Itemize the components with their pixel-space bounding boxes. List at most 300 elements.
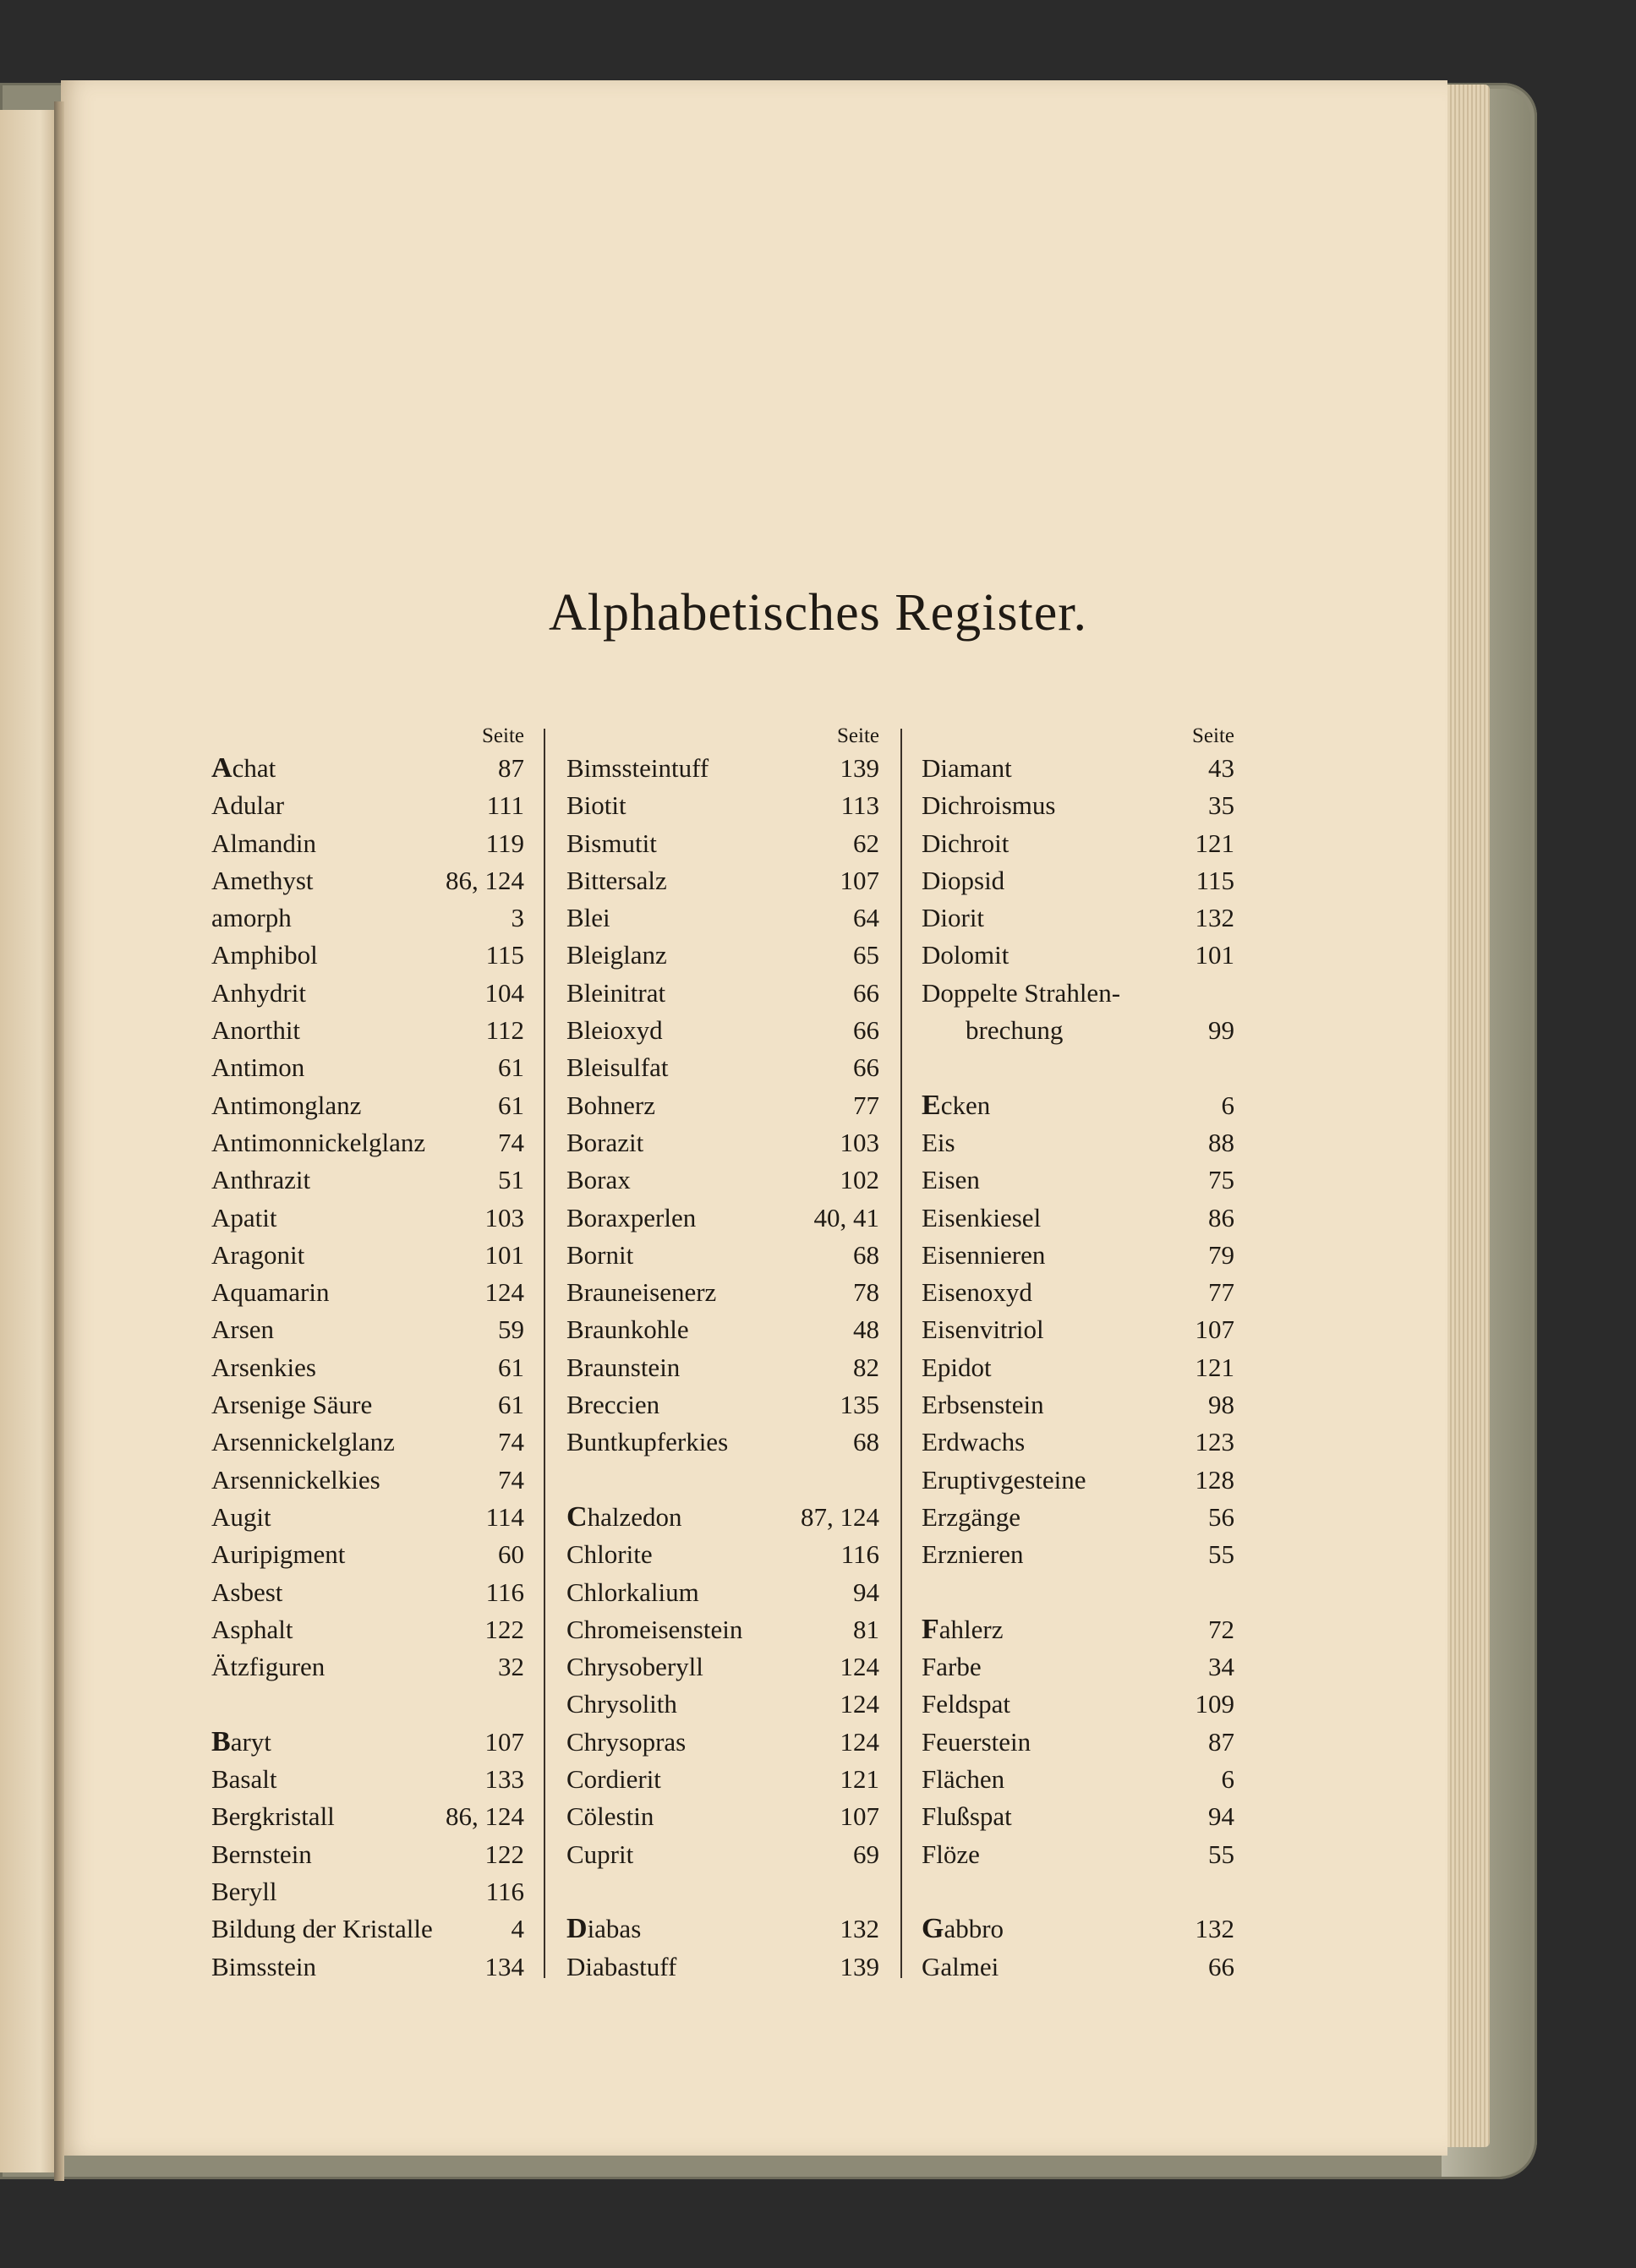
entry-page-number: 133	[484, 1764, 524, 1795]
entry-term: Biotit	[566, 790, 626, 821]
section-gap	[922, 1574, 1234, 1611]
entry-page-number: 139	[840, 1951, 879, 1981]
index-entry	[211, 1798, 524, 1835]
entry-term: Cordierit	[566, 1764, 661, 1795]
index-entry	[922, 862, 1234, 899]
entry-page-number: 43	[1208, 753, 1234, 783]
index-entry	[922, 1124, 1234, 1161]
entry-page-number: 66	[853, 977, 879, 1008]
entry-term: Chromeisenstein	[566, 1614, 743, 1644]
entry-page-number: 94	[853, 1577, 879, 1607]
entry-term	[922, 1087, 990, 1124]
index-entry	[211, 1611, 524, 1648]
entry-page-number: 121	[1195, 828, 1234, 858]
entry-term: Eruptivgesteine	[922, 1464, 1086, 1495]
book-gutter	[54, 101, 64, 2181]
entry-page-number: 68	[853, 1239, 879, 1270]
entry-term: Arsenige Säure	[211, 1390, 373, 1420]
index-entry	[211, 1536, 524, 1573]
entry-page-number: 114	[485, 1501, 524, 1532]
entry-term: Arsen	[211, 1314, 275, 1345]
entry-page-number: 79	[1208, 1239, 1234, 1270]
index-entry	[922, 1462, 1234, 1499]
entry-term: Eisen	[922, 1165, 980, 1195]
entry-page-number: 121	[1195, 1352, 1234, 1382]
entry-term: Chrysoberyll	[566, 1652, 703, 1682]
index-entry	[211, 1499, 524, 1536]
entry-page-number: 103	[484, 1202, 524, 1232]
index-entry	[211, 1161, 524, 1199]
entry-term: Chlorite	[566, 1539, 653, 1570]
entry-page-number: 121	[840, 1764, 879, 1795]
entry-term: Bleiglanz	[566, 940, 667, 970]
section-gap	[566, 1873, 879, 1910]
entry-page-number: 132	[840, 1914, 879, 1944]
entry-term: Flußspat	[922, 1801, 1012, 1832]
entry-term	[922, 1611, 1004, 1648]
entry-page-number: 88	[1208, 1127, 1234, 1157]
index-entry	[566, 1836, 879, 1873]
entry-page-number: 107	[1195, 1314, 1234, 1345]
index-entry	[922, 1536, 1234, 1573]
index-entry	[566, 1536, 879, 1573]
entry-page-number: 64	[853, 903, 879, 933]
entry-page-number: 132	[1195, 903, 1234, 933]
entry-page-number: 116	[485, 1577, 524, 1607]
index-entry	[211, 1648, 524, 1686]
entry-page-number: 78	[853, 1277, 879, 1308]
index-entry	[211, 825, 524, 862]
entry-page-number: 134	[484, 1951, 524, 1981]
entry-term: Asphalt	[211, 1614, 293, 1644]
entry-page-number: 6	[1221, 1090, 1234, 1120]
entry-page-number: 68	[853, 1427, 879, 1457]
entry-term: Aquamarin	[211, 1277, 330, 1308]
entry-page-number: 139	[840, 753, 879, 783]
index-entry	[922, 1087, 1234, 1124]
entry-page-number: 123	[1195, 1427, 1234, 1457]
entry-page-number: 102	[840, 1165, 879, 1195]
entry-page-number: 74	[498, 1464, 524, 1495]
entry-page-number: 113	[840, 790, 879, 821]
index-entry	[566, 1161, 879, 1199]
index-entry	[566, 862, 879, 899]
entry-page-number: 4	[511, 1914, 524, 1944]
entry-term: Eisenvitriol	[922, 1314, 1044, 1345]
entry-term: Erdwachs	[922, 1427, 1026, 1457]
section-gap	[922, 1873, 1234, 1910]
entry-page-number: 82	[853, 1352, 879, 1382]
index-entry	[566, 1049, 879, 1086]
index-entry	[566, 1798, 879, 1835]
index-entry	[211, 1274, 524, 1311]
entry-term: Arsennickelkies	[211, 1464, 380, 1495]
entry-term: Brauneisenerz	[566, 1277, 717, 1308]
index-entry	[922, 750, 1234, 787]
index-entry	[566, 1424, 879, 1461]
entry-term: Apatit	[211, 1202, 277, 1232]
index-entry	[566, 1574, 879, 1611]
index-entry	[566, 1724, 879, 1761]
index-entry	[211, 862, 524, 899]
entry-page-number: 77	[1208, 1277, 1234, 1308]
entry-term-rest: abbro	[944, 1914, 1004, 1944]
entry-page-number: 101	[1195, 940, 1234, 970]
section-initial: F	[922, 1613, 939, 1645]
entry-term: Bleisulfat	[566, 1052, 669, 1083]
index-entry	[211, 937, 524, 974]
index-entry	[566, 825, 879, 862]
entry-term-rest: iabas	[587, 1914, 642, 1944]
entry-page-number: 32	[498, 1652, 524, 1682]
entry-term: Anorthit	[211, 1015, 301, 1046]
entry-page-number: 87, 124	[801, 1501, 879, 1532]
index-entry	[211, 1311, 524, 1348]
entry-term: Flöze	[922, 1839, 980, 1869]
index-entry	[211, 1462, 524, 1499]
entry-term: Arsenkies	[211, 1352, 316, 1382]
entry-page-number: 107	[840, 865, 879, 895]
entry-page-number: 56	[1208, 1501, 1234, 1532]
entry-page-number: 86, 124	[446, 865, 524, 895]
index-entry	[922, 937, 1234, 974]
entry-term: brechung	[966, 1015, 1064, 1046]
index-entry	[566, 1237, 879, 1274]
entry-page-number: 61	[498, 1390, 524, 1420]
entry-page-number: 109	[1195, 1689, 1234, 1719]
entry-page-number: 51	[498, 1165, 524, 1195]
entry-term: Antimonnickelglanz	[211, 1127, 426, 1157]
entry-term: Feuerstein	[922, 1726, 1031, 1757]
entry-term: Erznieren	[922, 1539, 1024, 1570]
section-initial: D	[566, 1913, 588, 1945]
entry-term: Amphibol	[211, 940, 318, 970]
entry-term: Bildung der Kristalle	[211, 1914, 433, 1944]
index-entry	[566, 1761, 879, 1798]
index-entry	[211, 1124, 524, 1161]
entry-page-number: 60	[498, 1539, 524, 1570]
entry-term: Cuprit	[566, 1839, 634, 1869]
index-entry	[922, 1910, 1234, 1948]
entry-page-number: 115	[485, 940, 524, 970]
index-column-1	[211, 723, 524, 1986]
entry-page-number: 40, 41	[813, 1202, 879, 1232]
entry-term	[922, 1910, 1004, 1948]
index-entry	[211, 899, 524, 937]
entry-page-number: 74	[498, 1127, 524, 1157]
entry-term: Basalt	[211, 1764, 277, 1795]
entry-page-number: 87	[1208, 1726, 1234, 1757]
entry-page-number: 34	[1208, 1652, 1234, 1682]
entry-page-number: 72	[1208, 1614, 1234, 1644]
entry-term: Galmei	[922, 1951, 999, 1981]
index-entry	[211, 750, 524, 787]
entry-term: Epidot	[922, 1352, 992, 1382]
entry-term: Diamant	[922, 753, 1012, 783]
index-entry	[922, 1237, 1234, 1274]
index-entry	[922, 899, 1234, 937]
index-entry	[922, 1349, 1234, 1386]
entry-term: Flächen	[922, 1764, 1005, 1795]
section-initial: G	[922, 1913, 944, 1945]
index-entry	[922, 1686, 1234, 1723]
index-entry	[566, 1349, 879, 1386]
index-entry	[211, 1836, 524, 1873]
index-entry	[566, 1087, 879, 1124]
entry-term: Anthrazit	[211, 1165, 311, 1195]
entry-term: Boraxperlen	[566, 1202, 697, 1232]
entry-term: Bernstein	[211, 1839, 312, 1869]
index-entry	[922, 1311, 1234, 1348]
entry-page-number: 77	[853, 1090, 879, 1120]
entry-term: Augit	[211, 1501, 271, 1532]
index-entry	[566, 787, 879, 824]
entry-page-number: 87	[498, 753, 524, 783]
column-header-seite: Seite	[482, 724, 524, 747]
index-entry	[211, 1349, 524, 1386]
index-entry	[211, 1761, 524, 1798]
entry-page-number: 119	[485, 828, 524, 858]
entry-term: Asbest	[211, 1577, 283, 1607]
entry-term: Dichroismus	[922, 790, 1056, 821]
page-title: Alphabetisches Register.	[549, 584, 1087, 642]
entry-term: Almandin	[211, 828, 316, 858]
entry-term: Feldspat	[922, 1689, 1011, 1719]
facing-page-edge	[0, 110, 57, 2172]
index-entry	[566, 1274, 879, 1311]
entry-page-number: 107	[484, 1726, 524, 1757]
entry-page-number: 35	[1208, 790, 1234, 821]
entry-page-number: 65	[853, 940, 879, 970]
entry-page-number: 104	[484, 977, 524, 1008]
index-entry	[922, 1161, 1234, 1199]
entry-page-number: 75	[1208, 1165, 1234, 1195]
entry-term: Eis	[922, 1127, 955, 1157]
entry-page-number: 98	[1208, 1390, 1234, 1420]
index-entry	[566, 937, 879, 974]
entry-term: Dolomit	[922, 940, 1010, 970]
section-gap	[922, 1049, 1234, 1086]
entry-term: Breccien	[566, 1390, 660, 1420]
entry-term	[566, 1910, 641, 1948]
entry-page-number: 66	[853, 1015, 879, 1046]
entry-term: Eisennieren	[922, 1239, 1046, 1270]
column-divider	[544, 729, 545, 1978]
entry-term: Beryll	[211, 1876, 277, 1906]
entry-term: Eisenkiesel	[922, 1202, 1042, 1232]
entry-page-number: 124	[840, 1652, 879, 1682]
index-entry	[922, 1386, 1234, 1424]
entry-page-number: 81	[853, 1614, 879, 1644]
index-entry	[211, 1237, 524, 1274]
entry-page-number: 99	[1208, 1015, 1234, 1046]
index-entry	[922, 1499, 1234, 1536]
entry-term: Bleinitrat	[566, 977, 666, 1008]
entry-term: Arsennickelglanz	[211, 1427, 395, 1457]
entry-term: Bergkristall	[211, 1801, 335, 1832]
entry-page-number: 86, 124	[446, 1801, 524, 1832]
index-entry	[922, 787, 1234, 824]
entry-term: Diopsid	[922, 865, 1005, 895]
entry-term: Chrysolith	[566, 1689, 677, 1719]
index-entry	[566, 1648, 879, 1686]
section-initial: C	[566, 1500, 588, 1533]
section-gap	[211, 1686, 524, 1723]
entry-term: Erbsenstein	[922, 1390, 1044, 1420]
index-column-3	[922, 723, 1234, 1986]
index-entry	[566, 1611, 879, 1648]
entry-page-number: 101	[484, 1239, 524, 1270]
column-divider	[900, 729, 902, 1978]
entry-term: Chlorkalium	[566, 1577, 699, 1607]
index-entry	[566, 1948, 879, 1986]
entry-page-number: 61	[498, 1352, 524, 1382]
entry-page-number: 61	[498, 1052, 524, 1083]
entry-page-number: 116	[840, 1539, 879, 1570]
entry-term: Antimonglanz	[211, 1090, 362, 1120]
entry-term: Chrysopras	[566, 1726, 687, 1757]
index-entry	[211, 1386, 524, 1424]
index-entry	[566, 1311, 879, 1348]
entry-term-rest: halzedon	[587, 1501, 682, 1532]
index-entry	[922, 1200, 1234, 1237]
index-entry	[922, 1948, 1234, 1986]
entry-term: Bismutit	[566, 828, 657, 858]
entry-page-number: 86	[1208, 1202, 1234, 1232]
index-entry	[211, 787, 524, 824]
entry-term: Braunkohle	[566, 1314, 689, 1345]
entry-term: Dichroit	[922, 828, 1010, 858]
entry-term	[211, 1724, 271, 1761]
entry-term: Amethyst	[211, 865, 314, 895]
entry-term: Bimsstein	[211, 1951, 317, 1981]
index-entry	[566, 1012, 879, 1049]
entry-page-number: 132	[1195, 1914, 1234, 1944]
section-initial: E	[922, 1089, 941, 1121]
entry-page-number: 66	[1208, 1951, 1234, 1981]
entry-term: Farbe	[922, 1652, 982, 1682]
entry-page-number: 6	[1221, 1764, 1234, 1795]
entry-term: Erzgänge	[922, 1501, 1021, 1532]
column-header-seite: Seite	[837, 724, 879, 747]
entry-page-number: 122	[484, 1614, 524, 1644]
entry-page-number: 107	[840, 1801, 879, 1832]
index-entry	[922, 1012, 1234, 1049]
index-entry	[211, 1049, 524, 1086]
entry-page-number: 66	[853, 1052, 879, 1083]
entry-term	[211, 750, 276, 787]
entry-term-rest: cken	[940, 1090, 991, 1120]
entry-page-number: 94	[1208, 1801, 1234, 1832]
index-entry	[211, 1948, 524, 1986]
column-header-seite: Seite	[1192, 724, 1234, 747]
index-column-2	[566, 723, 879, 1986]
entry-page-number: 124	[484, 1277, 524, 1308]
entry-term: amorph	[211, 903, 292, 933]
index-entry	[566, 899, 879, 937]
entry-page-number: 61	[498, 1090, 524, 1120]
entry-term: Auripigment	[211, 1539, 346, 1570]
section-initial: A	[211, 752, 233, 784]
index-entry	[211, 1910, 524, 1948]
entry-page-number: 111	[486, 790, 524, 821]
index-entry	[211, 1424, 524, 1461]
entry-page-number: 55	[1208, 1539, 1234, 1570]
index-entry	[566, 1499, 879, 1536]
entry-term: Doppelte Strahlen-	[922, 977, 1121, 1008]
section-initial: B	[211, 1725, 231, 1757]
index-entry	[922, 1648, 1234, 1686]
index-entry	[566, 1386, 879, 1424]
entry-term: Borazit	[566, 1127, 644, 1157]
entry-page-number: 128	[1195, 1464, 1234, 1495]
entry-term: Aragonit	[211, 1239, 305, 1270]
entry-page-number: 59	[498, 1314, 524, 1345]
entry-term-rest: chat	[232, 753, 276, 783]
entry-term-rest: ahlerz	[938, 1614, 1004, 1644]
index-entry	[211, 1087, 524, 1124]
index-entry	[922, 1611, 1234, 1648]
entry-term: Diabastuff	[566, 1951, 677, 1981]
index-entry	[211, 1012, 524, 1049]
entry-term: Ätzfiguren	[211, 1652, 326, 1682]
entry-term: Bornit	[566, 1239, 634, 1270]
section-gap	[566, 1462, 879, 1499]
entry-page-number: 124	[840, 1726, 879, 1757]
entry-page-number: 116	[485, 1876, 524, 1906]
index-entry	[211, 1724, 524, 1761]
entry-page-number: 48	[853, 1314, 879, 1345]
entry-term: Bleioxyd	[566, 1015, 663, 1046]
index-entry	[922, 825, 1234, 862]
index-entry	[211, 975, 524, 1012]
entry-page-number: 74	[498, 1427, 524, 1457]
entry-page-number: 122	[484, 1839, 524, 1869]
entry-term: Antimon	[211, 1052, 305, 1083]
entry-page-number: 3	[511, 903, 524, 933]
entry-term-rest: aryt	[230, 1726, 271, 1757]
entry-term: Eisenoxyd	[922, 1277, 1032, 1308]
index-entry	[211, 1574, 524, 1611]
entry-term: Bittersalz	[566, 865, 667, 895]
entry-term: Buntkupferkies	[566, 1427, 729, 1457]
entry-page-number: 103	[840, 1127, 879, 1157]
index-entry	[922, 1274, 1234, 1311]
entry-page-number: 115	[1196, 865, 1234, 895]
entry-page-number: 62	[853, 828, 879, 858]
index-entry	[566, 1200, 879, 1237]
index-entry	[566, 1124, 879, 1161]
entry-page-number: 124	[840, 1689, 879, 1719]
entry-page-number: 112	[485, 1015, 524, 1046]
entry-term: Borax	[566, 1165, 631, 1195]
entry-page-number: 135	[840, 1390, 879, 1420]
index-entry	[922, 1724, 1234, 1761]
index-entry	[922, 975, 1234, 1012]
index-entry	[922, 1836, 1234, 1873]
entry-term: Blei	[566, 903, 610, 933]
index-entry	[922, 1761, 1234, 1798]
index-entry	[566, 975, 879, 1012]
index-entry	[922, 1798, 1234, 1835]
show-through-text	[194, 304, 1251, 524]
entry-term	[566, 1499, 681, 1536]
index-entry	[566, 1686, 879, 1723]
entry-page-number: 69	[853, 1839, 879, 1869]
entry-term: Braunstein	[566, 1352, 681, 1382]
index-entry	[566, 750, 879, 787]
entry-term: Adular	[211, 790, 285, 821]
